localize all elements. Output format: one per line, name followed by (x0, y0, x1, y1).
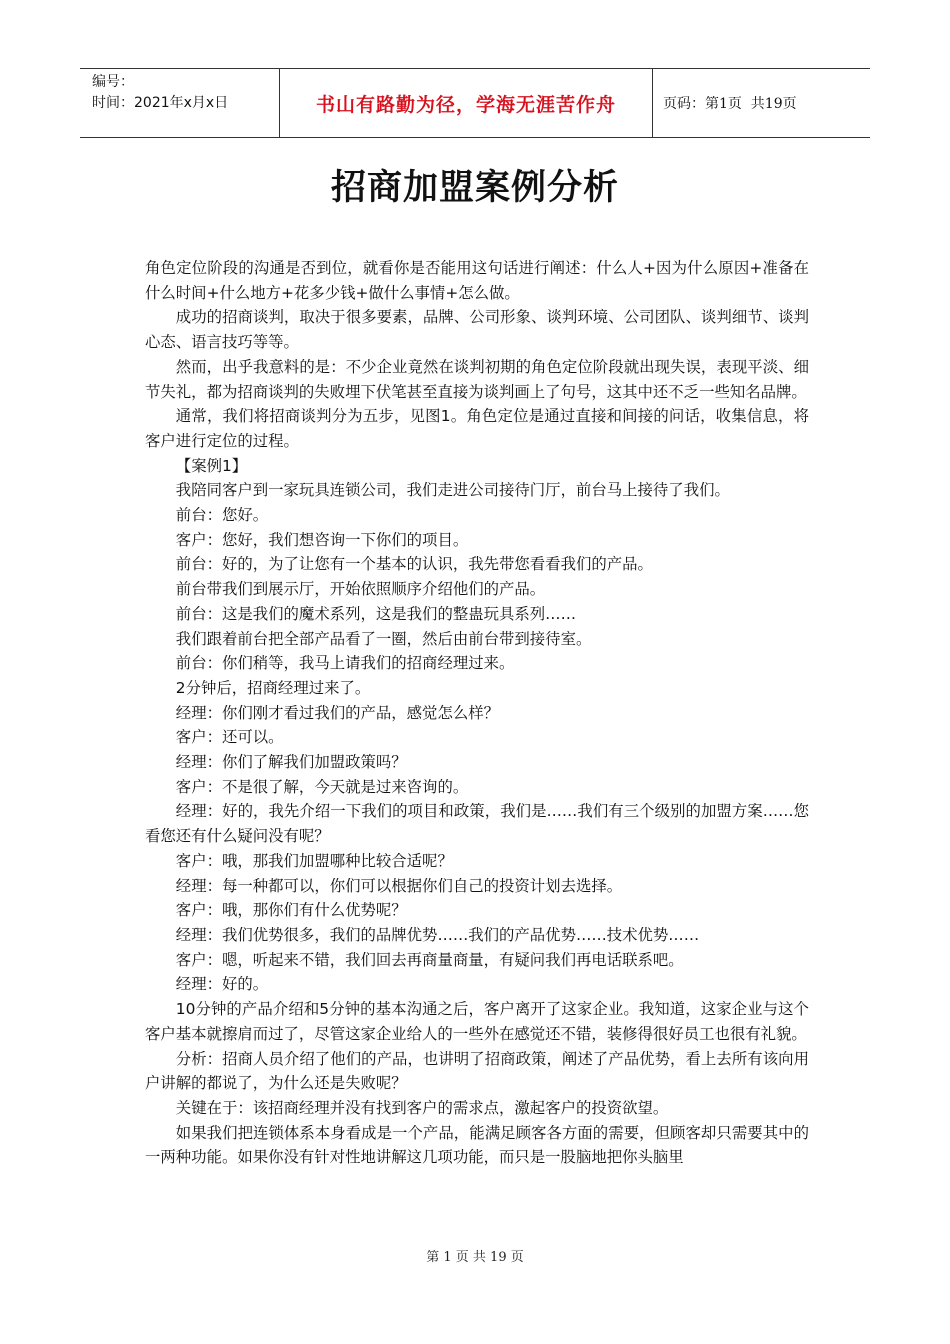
paragraph: 如果我们把连锁体系本身看成是一个产品，能满足顾客各方面的需要，但顾客却只需要其中的一两种功能。如果你没有针对性地讲解这几项功能，而只是一股脑地把你头脑里 (145, 1123, 809, 1167)
paragraph: 成功的招商谈判，取决于很多要素，品牌、公司形象、谈判环境、公司团队、谈判细节、谈判心态、语言技巧等等。 (145, 308, 809, 352)
number-label: 编号： (92, 74, 134, 90)
paragraph: 分析：招商人员介绍了他们的产品，也讲明了招商政策，阐述了产品优势，看上去所有该向用户讲解的都说了，为什么还是失败呢？ (145, 1049, 809, 1093)
dialogue-line: 前台：好的，为了让您有一个基本的认识，我先带您看看我们的产品。 (175, 555, 653, 574)
header-table (80, 68, 870, 138)
dialogue-line: 客户：您好，我们想咨询一下你们的项目。 (175, 530, 469, 549)
page-label: 页码：第1页 共19页 (663, 96, 797, 112)
dialogue-line: 客户：还可以。 (175, 728, 284, 747)
dialogue-line: 客户：哦，那你们有什么优势呢？ (175, 901, 407, 920)
dialogue-line: 经理：你们了解我们加盟政策吗？ (175, 753, 407, 772)
dialogue-line: 经理：我们优势很多，我们的品牌优势……我们的产品优势……技术优势…… (175, 925, 700, 944)
dialogue-line: 客户：不是很了解，今天就是过来咨询的。 (175, 777, 469, 796)
motto: 书山有路勤为径，学海无涯苦作舟 (315, 93, 616, 116)
paragraph: 然而，出乎我意料的是：不少企业竟然在谈判初期的角色定位阶段就出现失误，表现平淡、细节失礼，都为招商谈判的失败埋下伏笔甚至直接为谈判画上了句号，这其中还不乏一些知名品牌。 (145, 357, 809, 401)
header-page-cell (653, 69, 870, 137)
dialogue-line: 经理：你们刚才看过我们的产品，感觉怎么样？ (175, 703, 500, 722)
paragraph: 通常，我们将招商谈判分为五步，见图1。角色定位是通过直接和间接的问话，收集信息，将客户进行定位的过程。 (145, 407, 809, 450)
paragraph: 前台带我们到展示厅，开始依照顺序介绍他们的产品。 (175, 580, 546, 599)
page-footer: 第 1 页 共 19 页 (426, 1250, 524, 1265)
dialogue-line: 前台：你们稍等，我马上请我们的招商经理过来。 (175, 654, 515, 673)
header-meta (80, 69, 280, 137)
dialogue-line: 客户：嗯，听起来不错，我们回去再商量商量，有疑问我们再电话联系吧。 (175, 950, 684, 969)
paragraph: 角色定位阶段的沟通是否到位，就看你是否能用这句话进行阐述：什么人+因为什么原因+准备在什么时间+什么地方+花多少钱+做什么事情+怎么做。 (145, 259, 809, 302)
document-title: 招商加盟案例分析 (330, 168, 619, 208)
paragraph: 我们跟着前台把全部产品看了一圈，然后由前台带到接待室。 (175, 629, 592, 648)
dialogue-line: 经理：好的，我先介绍一下我们的项目和政策，我们是……我们有三个级别的加盟方案……您看您还有什么疑问没有呢？ (145, 802, 809, 846)
case-heading: 【案例1】 (175, 456, 248, 475)
dialogue-line: 前台：这是我们的魔术系列，这是我们的整蛊玩具系列…… (175, 604, 576, 623)
paragraph: 关键在于：该招商经理并没有找到客户的需求点，激起客户的投资欲望。 (175, 1098, 669, 1117)
dialogue-line: 经理：每一种都可以，你们可以根据你们自己的投资计划去选择。 (175, 876, 623, 895)
dialogue-line: 客户：哦，那我们加盟哪种比较合适呢？ (175, 851, 453, 870)
dialogue-line: 前台：您好。 (175, 506, 269, 525)
document-body (145, 256, 809, 1170)
paragraph: 10分钟的产品介绍和5分钟的基本沟通之后，客户离开了这家企业。我知道，这家企业与这个客户基本就擦肩而过了，尽管这家企业给人的一些外在感觉还不错，装修得很好员工也很有礼貌。 (145, 1000, 809, 1043)
paragraph: 我陪同客户到一家玩具连锁公司，我们走进公司接待门厅，前台马上接待了我们。 (175, 481, 730, 500)
paragraph: 2分钟后，招商经理过来了。 (175, 678, 371, 697)
dialogue-line: 经理：好的。 (175, 975, 269, 994)
header-motto-cell (280, 69, 653, 137)
time-label: 时间：2021年x月x日 (92, 95, 229, 111)
